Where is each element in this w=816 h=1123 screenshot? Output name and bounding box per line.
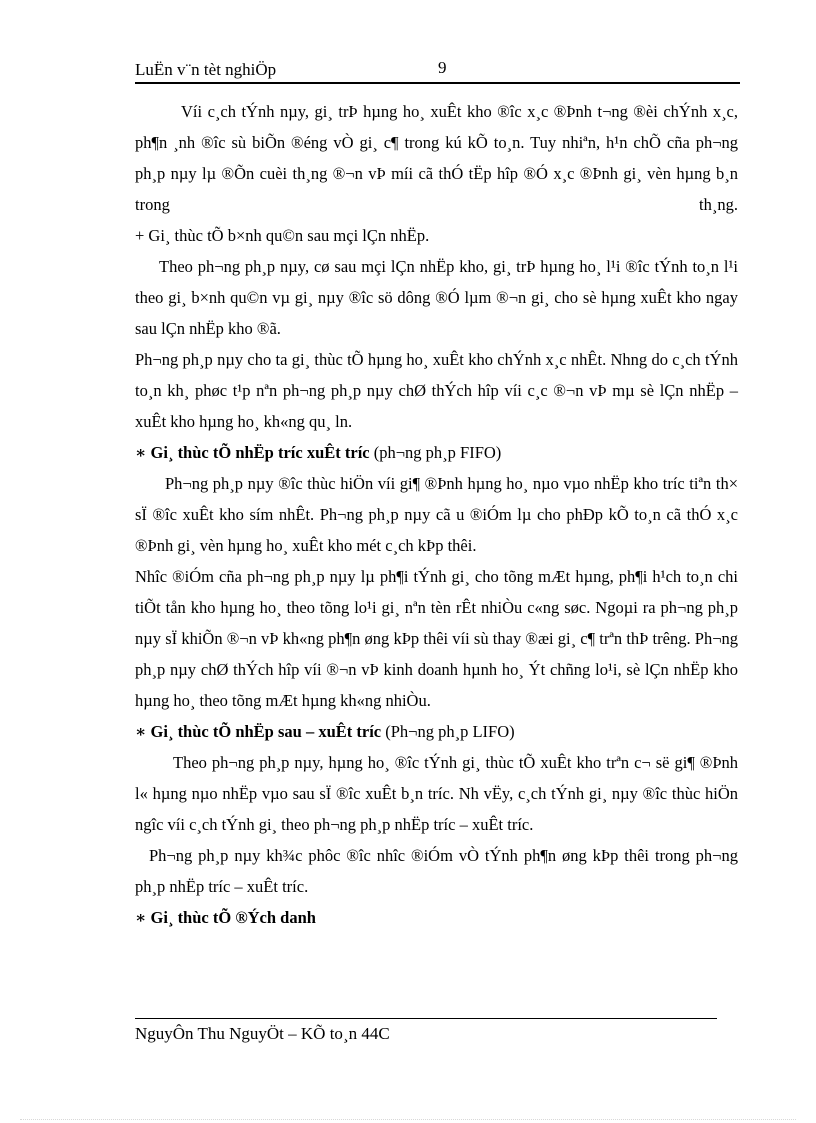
section-heading-fifo: ∗ Gi¸ thùc tÕ nhËp tríc xuÊt tríc (ph¬ng ph¸p FIFO) [135,443,502,462]
page-footer: NguyÔn Thu NguyÖt – KÕ to¸n 44C [135,1024,390,1043]
footer-divider [135,1018,717,1019]
paragraph-fifo-method: Ph¬ng ph¸p nµy ®îc thùc hiÖn víi gi¶ ®Þnh hµng ho¸ nµo vµo nhËp kho tríc tiªn th× sÏ ®îc xuÊt kho sím nhÊt. Ph¬ng ph¸p nµy cã u ®iÓm lµ cho phÐp kÕ to¸n cã thÓ x¸c ®Þnh gi¸ vèn hµng ho¸ xuÊt kho mét c¸ch kÞp thêi. [135,474,738,555]
list-item-moving-average: + Gi¸ thùc tÕ b×nh qu©n sau mçi lÇn nhËp. [135,226,430,245]
page-header [135,58,740,84]
page-edge-dots [20,1119,796,1120]
document-body [135,96,738,933]
paragraph-lifo-method: Theo ph¬ng ph¸p nµy, hµng ho¸ ®îc tÝnh gi¸ thùc tÕ xuÊt kho trªn c¬ së gi¶ ®Þnh l« hµng nµo nhËp vµo sau sÏ ®îc xuÊt b¸n tríc. Nh vËy, c¸ch tÝnh gi¸ nµy ®îc thùc hiÖn ngîc víi c¸ch tÝnh gi¸ theo ph¬ng ph¸p nhËp tríc – xuÊt tríc. [135,753,739,834]
section-heading-lifo: ∗ Gi¸ thùc tÕ nhËp sau – xuÊt tríc (Ph¬ng ph¸p LIFO) [135,722,515,741]
paragraph-lifo-evaluation: Ph¬ng ph¸p nµy kh¾c phôc ®îc nhîc ®iÓm vÒ tÝnh ph¶n øng kÞp thêi trong ph¬ng ph¸p nhËp tríc – xuÊt tríc. [135,846,738,896]
paragraph-moving-average-method: Theo ph¬ng ph¸p nµy, cø sau mçi lÇn nhËp kho, gi¸ trÞ hµng ho¸ l¹i ®îc tÝnh to¸n l¹i theo gi¸ b×nh qu©n vµ gi¸ nµy ®îc sö dông ®Ó lµm ®¬n gi¸ cho sè hµng xuÊt kho ngay sau lÇn nhËp kho ®ã. [135,257,739,338]
section-heading-specific-identification: ∗ Gi¸ thùc tÕ ®Ých danh [135,908,316,927]
paragraph-moving-average-evaluation: Ph¬ng ph¸p nµy cho ta gi¸ thùc tÕ hµng ho¸ xuÊt kho chÝnh x¸c nhÊt. Nhng do c¸ch tÝnh to¸n kh¸ phøc t¹p nªn ph¬ng ph¸p nµy chØ thÝch hîp víi c¸c ®¬n vÞ mµ sè lÇn nhËp – xuÊt kho hµng ho¸ kh«ng qu¸ ln. [135,350,738,431]
page-number: 9 [438,58,447,77]
paragraph-fifo-drawbacks: Nhîc ®iÓm cña ph¬ng ph¸p nµy lµ ph¶i tÝnh gi¸ cho tõng mÆt hµng, ph¶i h¹ch to¸n chi tiÕt tån kho hµng ho¸ theo tõng lo¹i gi¸ nªn tèn rÊt nhiÒu c«ng søc. Ngoµi ra ph¬ng ph¸p nµy sÏ khiÕn ®¬n vÞ kh«ng ph¶n øng kÞp thêi víi sù thay ®æi gi¸ c¶ trªn thÞ trêng. Ph¬ng ph¸p nµy chØ thÝch hîp víi ®¬n vÞ kinh doanh hµnh ho¸ Ýt chñng lo¹i, sè lÇn nhËp kho hµng ho¸ theo tõng mÆt hµng kh«ng nhiÒu. [135,567,739,710]
header-title: LuËn v¨n tèt nghiÖp [135,60,277,79]
paragraph-weighted-average-summary: Víi c¸ch tÝnh nµy, gi¸ trÞ hµng ho¸ xuÊt kho ®îc x¸c ®Þnh t¬ng ®èi chÝnh x¸c, ph¶n ¸nh ®îc sù biÕn ®éng vÒ gi¸ c¶ trong kú kÕ to¸n. Tuy nhiªn, h¹n chÕ cña ph¬ng ph¸p nµy lµ ®Õn cuèi th¸ng ®¬n vÞ míi cã thÓ tËp hîp ®Ó x¸c ®Þnh gi¸ vèn hµng b¸n trong th¸ng. [135,102,739,214]
